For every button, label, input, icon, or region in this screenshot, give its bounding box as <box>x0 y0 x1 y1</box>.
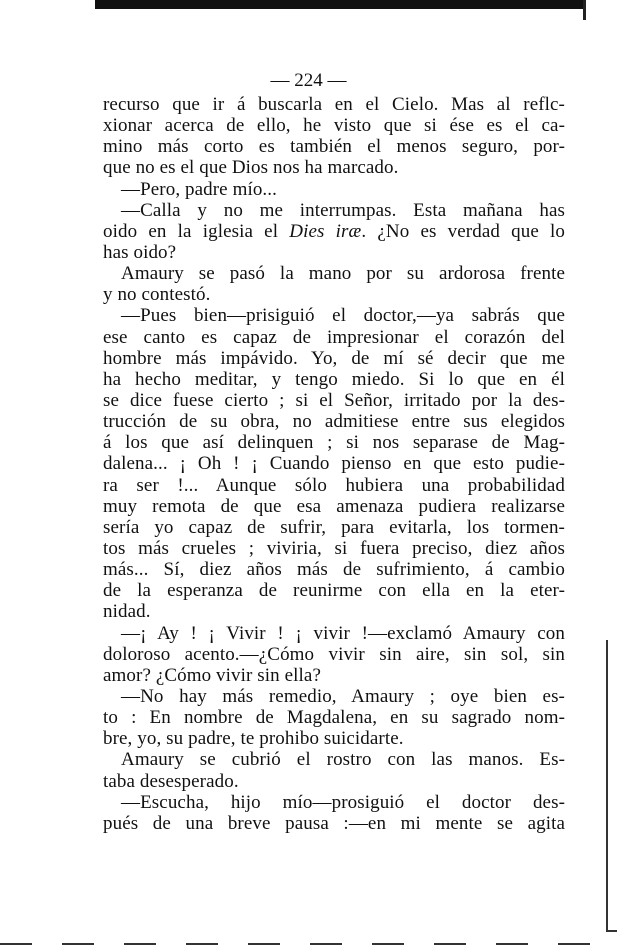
page-number: — 224 — <box>270 70 347 91</box>
text-line: muy remota de que esa amenaza pudiera realizarse <box>103 495 565 517</box>
text-line: —Pues bien—prisiguió el doctor,—ya sabrás que <box>121 305 565 327</box>
scan-corner-mark <box>606 930 617 932</box>
latin-title: Dies iræ <box>289 220 362 242</box>
text-line: —Pero, padre mío... <box>121 178 277 200</box>
text-line: tos más crueles ; viviria, si fuera preciso, diez años <box>103 537 565 559</box>
body-text <box>103 94 565 834</box>
text-line: —Escucha, hijo mío—prosiguió el doctor des- <box>121 791 565 813</box>
text-line: ese canto es capaz de impresionar el corazón del <box>103 326 565 348</box>
text-line: pués de una breve pausa :—en mi mente se agita <box>103 812 565 834</box>
text-line: sería yo capaz de sufrir, para evitarla, los tormen- <box>103 516 565 538</box>
text-line: has oido? <box>103 241 177 263</box>
text-line: dalena... ¡ Oh ! ¡ Cuando pienso en que esto pudie- <box>103 453 565 475</box>
text-line: bre, yo, su padre, te prohibo suicidarte. <box>103 728 404 750</box>
scan-right-border <box>606 640 608 932</box>
text-line: —Calla y no me interrumpas. Esta mañana has <box>121 199 565 221</box>
text-line: doloroso acento.—¿Cómo vivir sin aire, sin sol, sin <box>103 643 565 665</box>
text-line: Amaury se pasó la mano por su ardorosa frente <box>121 263 565 285</box>
text-line: trucción de su obra, no admitiese entre sus elegidos <box>103 411 565 433</box>
text-line: —No hay más remedio, Amaury ; oye bien es- <box>121 685 565 707</box>
text-line: taba desesperado. <box>103 770 239 792</box>
text-line: á los que así delinquen ; si nos separase de Mag- <box>103 432 565 454</box>
text-line: mino más corto es también el menos seguro, por- <box>103 136 565 158</box>
scan-bottom-border <box>0 943 617 945</box>
text-line: hombre más impávido. Yo, de mí sé decir que me <box>103 347 565 369</box>
text-line: que no es el que Dios nos ha marcado. <box>103 157 399 179</box>
text-line: se dice fuese cierto ; si el Señor, irritado por la des- <box>103 389 565 411</box>
text-line: nidad. <box>103 601 151 623</box>
text-line: recurso que ir á buscarla en el Cielo. Mas al reflc- <box>103 94 565 115</box>
text-line: —¡ Ay ! ¡ Vivir ! ¡ vivir !—exclamó Amaury con <box>121 622 565 644</box>
text-line: de la esperanza de reunirme con ella en la eter- <box>103 580 565 602</box>
text-line: to : En nombre de Magdalena, en su sagrado nom- <box>103 707 565 729</box>
text-line: amor? ¿Cómo vivir sin ella? <box>103 664 321 686</box>
text-line: oido en la iglesia el Dies iræ. ¿No es verdad que lo <box>103 220 565 242</box>
text-line: más... Sí, diez años más de sufrimiento, á cambio <box>103 559 565 581</box>
scan-edge-mark <box>583 0 586 20</box>
text-line: xionar acerca de ello, he visto que si ése es el ca- <box>103 115 565 137</box>
text-line: ha hecho meditar, y tengo miedo. Si lo que en él <box>103 368 565 390</box>
scan-top-border <box>95 0 585 9</box>
text-line: y no contestó. <box>103 284 211 306</box>
text-line: Amaury se cubrió el rostro con las manos. Es- <box>121 749 565 771</box>
text-line: ra ser !... Aunque sólo hubiera una probabilidad <box>103 474 565 496</box>
